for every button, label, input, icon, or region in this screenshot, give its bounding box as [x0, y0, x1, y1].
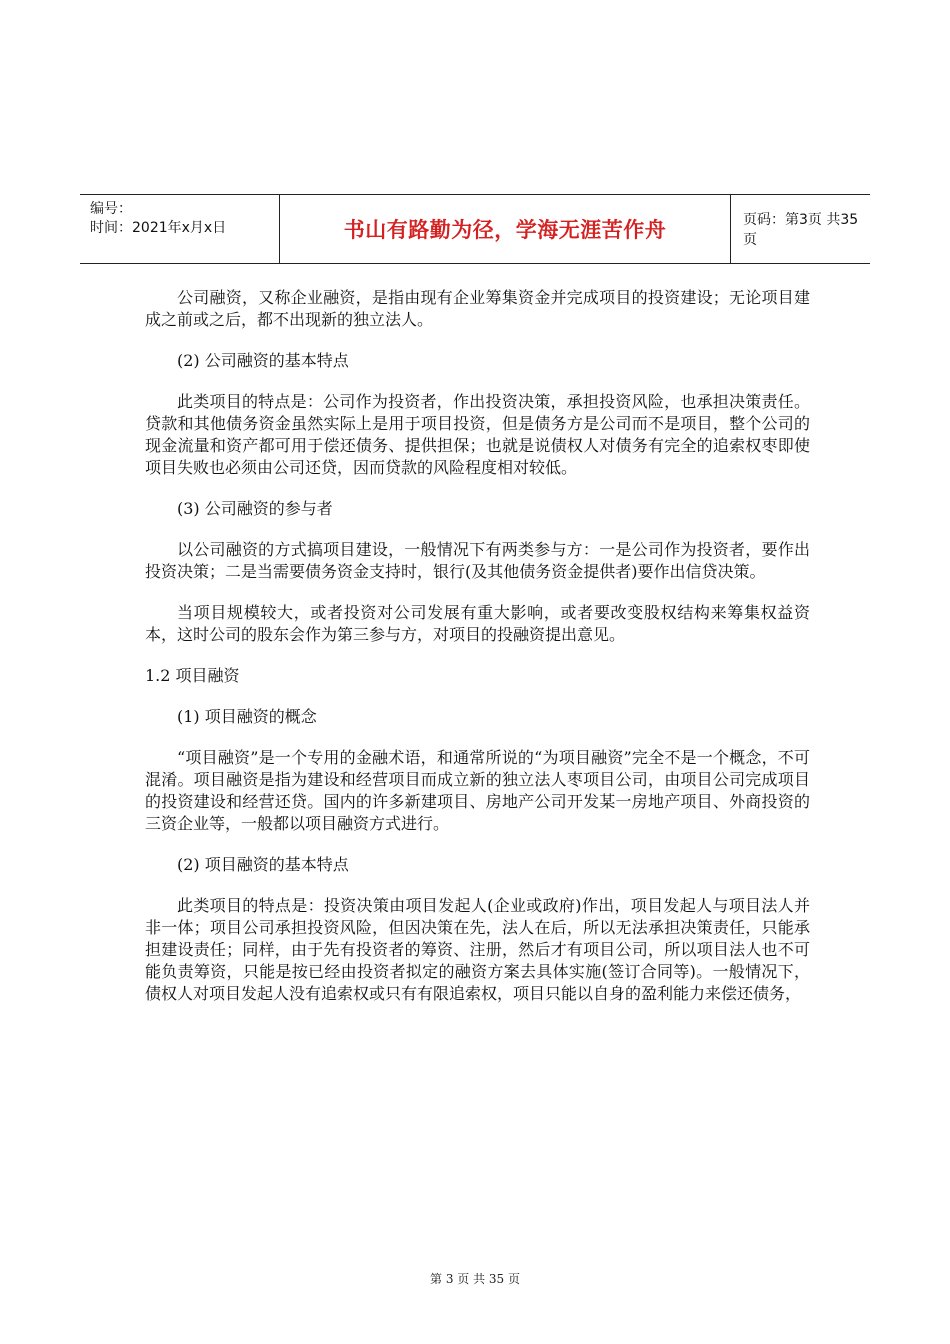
document-header	[80, 194, 870, 264]
time-label: 时间：2021年x月x日	[90, 220, 227, 236]
subheading: (2) 项目融资的基本特点	[177, 855, 349, 874]
paragraph: “项目融资”是一个专用的金融术语，和通常所说的“为项目融资”完全不是一个概念，不可混淆。项目融资是指为建设和经营项目而成立新的独立法人枣项目公司，由项目公司完成项目的投资建设和经营还贷。国内的许多新建项目、房地产公司开发某一房地产项目、外商投资的三资企业等，一般都以项目融资方式进行。	[145, 748, 810, 833]
header-motto: 书山有路勤为径，学海无涯苦作舟	[280, 195, 731, 263]
header-meta	[80, 195, 280, 263]
number-label: 编号：	[90, 201, 132, 217]
page-footer: 第 3 页 共 35 页	[430, 1272, 520, 1286]
paragraph: 此类项目的特点是：公司作为投资者，作出投资决策，承担投资风险，也承担决策责任。贷款和其他债务资金虽然实际上是用于项目投资，但是债务方是公司而不是项目，整个公司的现金流量和资产都可用于偿还债务、提供担保；也就是说债权人对债务有完全的追索权枣即使项目失败也必须由公司还贷，因而贷款的风险程度相对较低。	[145, 392, 810, 477]
paragraph: 以公司融资的方式搞项目建设，一般情况下有两类参与方：一是公司作为投资者，要作出投资决策；二是当需要债务资金支持时，银行(及其他债务资金提供者)要作出信贷决策。	[145, 540, 810, 581]
subheading: (2) 公司融资的基本特点	[177, 351, 349, 370]
document-body	[145, 287, 810, 1024]
paragraph: 此类项目的特点是：投资决策由项目发起人(企业或政府)作出，项目发起人与项目法人并非一体；项目公司承担投资风险，但因决策在先，法人在后，所以无法承担决策责任，只能承担建设责任；同样，由于先有投资者的筹资、注册，然后才有项目公司，所以项目法人也不可能负责筹资，只能是按已经由投资者拟定的融资方案去具体实施(签订合同等)。一般情况下，债权人对项目发起人没有追索权或只有有限追索权，项目只能以自身的盈利能力来偿还债务，	[145, 896, 810, 1003]
section-heading: 1.2 项目融资	[145, 666, 240, 685]
paragraph: 当项目规模较大，或者投资对公司发展有重大影响，或者要改变股权结构来筹集权益资本，这时公司的股东会作为第三参与方，对项目的投融资提出意见。	[145, 603, 810, 644]
paragraph: 公司融资，又称企业融资，是指由现有企业筹集资金并完成项目的投资建设；无论项目建成之前或之后，都不出现新的独立法人。	[145, 288, 810, 329]
subheading: (1) 项目融资的概念	[177, 707, 317, 726]
header-page-info: 页码：第3页 共35页	[743, 212, 859, 248]
subheading: (3) 公司融资的参与者	[177, 499, 333, 518]
